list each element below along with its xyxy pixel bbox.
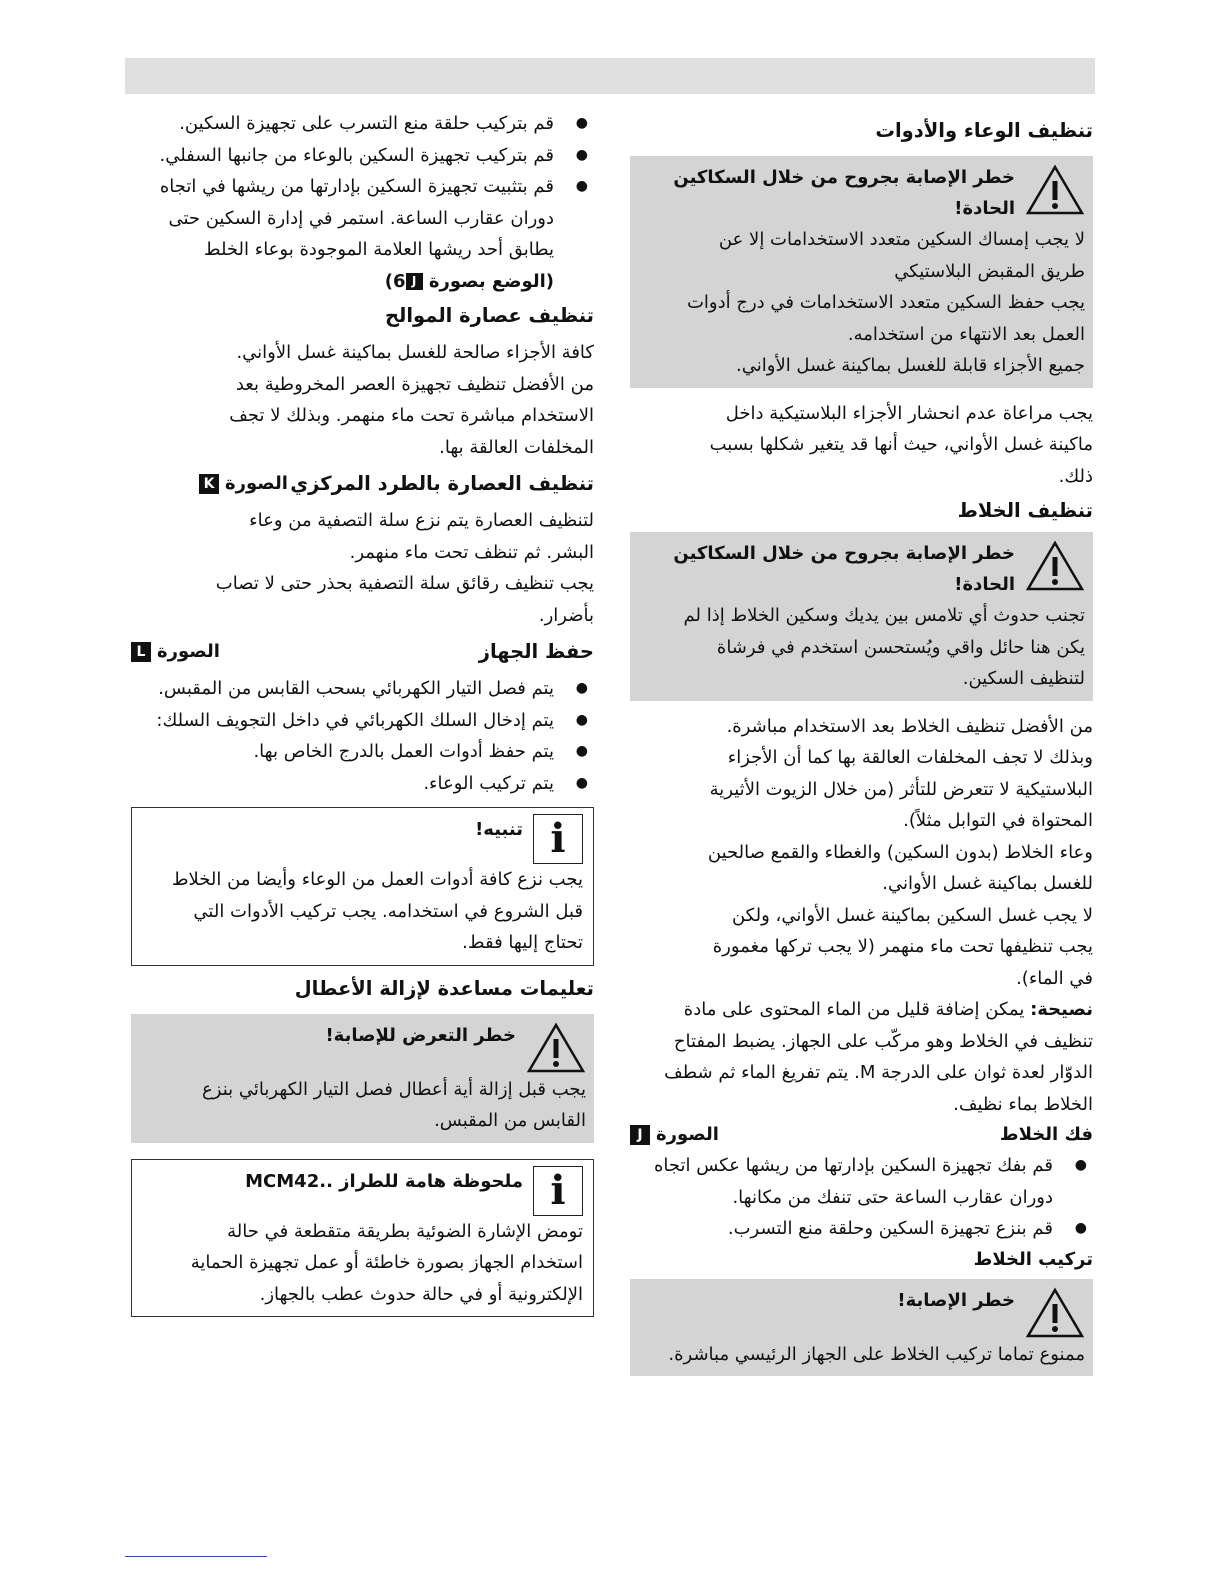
warning-triangle-icon [526, 1022, 586, 1074]
list-item: ● يتم إدخال السلك الكهربائي في داخل التجويف السلك: [156, 709, 588, 731]
heading-text: تنظيف العصارة بالطرد المركزي [290, 472, 594, 495]
paragraph-line: البشر. ثم تنظف تحت ماء منهمر. [349, 541, 594, 563]
paragraph-line: الاستخدام مباشرة تحت ماء منهمر. وبذلك لا تجف [229, 405, 594, 426]
figure-letter-k: K [199, 474, 219, 494]
info-icon: i [533, 814, 583, 864]
tip-text: يمكن إضافة قليل من الماء المحتوى على مادة [683, 999, 1031, 1020]
figure-letter-j: J [630, 1125, 650, 1145]
note-title: ملحوظة هامة للطراز ..MCM42 [245, 1170, 523, 1192]
warning-line: لا يجب إمساك السكين متعدد الاستخدامات إلا عن [718, 229, 1085, 250]
paragraph-line: تنظيف في الخلاط وهو مركّب على الجهاز. يضبط المفتاح [673, 1030, 1093, 1052]
paragraph-line: لا يجب غسل السكين بماكينة غسل الأواني، ولكن [731, 904, 1093, 926]
figure-label: الصورة [225, 473, 288, 494]
paragraph-line: للغسل بماكينة غسل الأواني. [882, 873, 1093, 894]
paragraph-line: يجب مراعاة عدم انحشار الأجزاء البلاستيكية داخل [725, 402, 1093, 424]
note-line: يجب نزع كافة أدوات العمل من الوعاء وأيضا من الخلاط [171, 869, 583, 890]
heading-text: فك الخلاط [999, 1124, 1093, 1145]
note-title: تنبيه! [475, 819, 523, 840]
paragraph-line: لتنظيف العصارة يتم نزع سلة التصفية من وعاء [249, 510, 594, 531]
warning-box-injury [630, 1279, 1093, 1377]
warning-triangle-icon [1025, 1287, 1085, 1339]
figure-label: الصورة [656, 1124, 719, 1145]
left-column [131, 108, 594, 1325]
note-box-model [131, 1159, 594, 1318]
list-item: ● يتم فصل التيار الكهربائي بسحب القابس من المقبس. [158, 678, 588, 699]
bullet-list [630, 1150, 1093, 1245]
warning-title: خطر الإصابة بجروح من خلال السكاكين الحادة! [673, 543, 1015, 595]
warning-box-knives [630, 156, 1093, 388]
note-line: تحتاج إليها فقط. [462, 932, 583, 953]
figure-letter-l: L [131, 642, 151, 662]
warning-title: خطر الإصابة بجروح من خلال السكاكين الحادة! [673, 167, 1015, 219]
paragraph-line: وعاء الخلاط (بدون السكين) والغطاء والقمع صالحين [707, 841, 1093, 863]
figure-reference [131, 637, 220, 667]
warning-line: يكن هنا حائل واقي ويُستحسن استخدم في فرشاة [716, 636, 1085, 658]
warning-line: القابس من المقبس. [434, 1110, 586, 1131]
paragraph-line: من الأفضل تنظيف الخلاط بعد الاستخدام مباشرة. [726, 715, 1093, 737]
tip-label: نصيحة: [1030, 999, 1093, 1020]
heading-centrifugal [131, 469, 594, 499]
heading-disassemble [630, 1120, 1093, 1150]
figure-label: الصورة [157, 641, 220, 662]
paragraph-line: البلاستيكية لا تتعرض للتأثر (من خلال الزيوت الأثيرية [709, 778, 1093, 800]
paragraph-line: المحتواة في التوابل مثلاً). [903, 810, 1093, 831]
list-item: ● قم بنزع تجهيزة السكين وحلقة منع التسرب. [727, 1218, 1087, 1239]
paragraph-line: ماكينة غسل الأواني، حيث أنها قد يتغير شكلها بسبب [709, 434, 1093, 455]
paragraph-line: يجب تنظيف رقائق سلة التصفية بحذر حتى لا تصاب [215, 573, 594, 594]
warning-line: لتنظيف السكين. [962, 668, 1085, 689]
heading-clean-blender: تنظيف الخلاط [957, 499, 1093, 522]
list-item: ● قم بتثبيت تجهيزة السكين بإدارتها من ريشها في اتجاه دوران عقارب الساعة. استمر في إدارة السكين حتى يطابق أحد ريشها العلامة الموجودة بوعاء الخلط [159, 176, 588, 260]
warning-triangle-icon [1025, 164, 1085, 216]
warning-line: يجب قبل إزالة أية أعطال فصل التيار الكهربائي بنزع [202, 1078, 586, 1100]
paragraph-line: كافة الأجزاء صالحة للغسل بماكينة غسل الأواني. [236, 342, 594, 363]
paragraph-line: المخلفات العالقة بها. [439, 436, 594, 458]
note-line: قبل الشروع في استخدامه. يجب تركيب الأدوات التي [193, 900, 583, 922]
warning-line: ممنوع تماما تركيب الخلاط على الجهاز الرئيسي مباشرة. [668, 1343, 1085, 1365]
bullet-list [131, 108, 594, 266]
warning-line: طريق المقبض البلاستيكي [894, 260, 1085, 282]
heading-storage [131, 637, 594, 667]
heading-clean-bowl: تنظيف الوعاء والأدوات [875, 119, 1093, 142]
note-line: تومض الإشارة الضوئية بطريقة متقطعة في حالة [227, 1220, 583, 1242]
note-box-attention [131, 807, 594, 966]
warning-line: العمل بعد الانتهاء من استخدامه. [847, 323, 1085, 345]
warning-box-troubleshooting [131, 1014, 594, 1143]
paragraph-line: في الماء). [1016, 967, 1093, 989]
note-line: استخدام الجهاز بصورة خاطئة أو عمل تجهيزة الحماية [190, 1252, 583, 1273]
paragraph-line: الخلاط بماء نظيف. [953, 1093, 1093, 1115]
heading-assemble: تركيب الخلاط [973, 1248, 1093, 1270]
note-line: الإلكترونية أو في حالة حدوث عطب بالجهاز. [259, 1283, 583, 1305]
paragraph-line: يجب تنظيفها تحت ماء منهمر (لا يجب تركها مغمورة [712, 936, 1093, 957]
bullet-list [131, 673, 594, 799]
tip-line [630, 994, 1093, 1026]
warning-line: جميع الأجزاء قابلة للغسل بماكينة غسل الأواني. [736, 355, 1085, 376]
figure-reference [199, 469, 288, 499]
list-item: ● يتم تركيب الوعاء. [423, 772, 588, 794]
paragraph-line: الدوّار لعدة ثوان على الدرجة M. يتم تفريغ الماء ثم شطف [664, 1062, 1093, 1083]
heading-troubleshooting: تعليمات مساعدة لإزالة الأعطال [294, 976, 594, 1000]
list-item: ● قم بتركيب حلقة منع التسرب على تجهيزة السكين. [179, 113, 588, 134]
warning-title: خطر التعرض للإصابة! [325, 1024, 516, 1046]
figure-reference [630, 1120, 719, 1150]
warning-line: يجب حفظ السكين متعدد الاستخدامات في درج أدوات [686, 292, 1085, 313]
footer-rule [125, 1556, 267, 1557]
paragraph-line: بأضرار. [538, 604, 594, 626]
figure-letter-j: J [406, 273, 423, 290]
paragraph-line: من الأفضل تنظيف تجهيزة العصر المخروطية بعد [235, 373, 594, 395]
heading-citrus-press: تنظيف عصارة الموالح [385, 304, 594, 327]
info-icon: i [533, 1166, 583, 1216]
paragraph-line: وبذلك لا تجف المخلفات العالقة بها كما أن الأجزاء [727, 747, 1093, 768]
header-bar [125, 58, 1095, 94]
warning-triangle-icon [1025, 540, 1085, 592]
list-item: ● يتم حفظ أدوات العمل بالدرج الخاص بها. [253, 741, 588, 762]
paragraph-line: ذلك. [1058, 465, 1093, 487]
list-item: ● قم بفك تجهيزة السكين بإدارتها من ريشها عكس اتجاه دوران عقارب الساعة حتى تنفك من مكانها. [653, 1155, 1087, 1208]
right-column [630, 112, 1093, 1386]
warning-line: تجنب حدوث أي تلامس بين يديك وسكين الخلاط إذا لم [683, 605, 1085, 626]
warning-box-blender-knife [630, 532, 1093, 701]
heading-text: حفظ الجهاز [478, 640, 594, 663]
warning-title: خطر الإصابة! [897, 1289, 1015, 1311]
list-item: ● قم بتركيب تجهيزة السكين بالوعاء من جانبها السفلي. [159, 144, 588, 166]
position-reference: (الوضع بصورة J6) [384, 270, 554, 292]
